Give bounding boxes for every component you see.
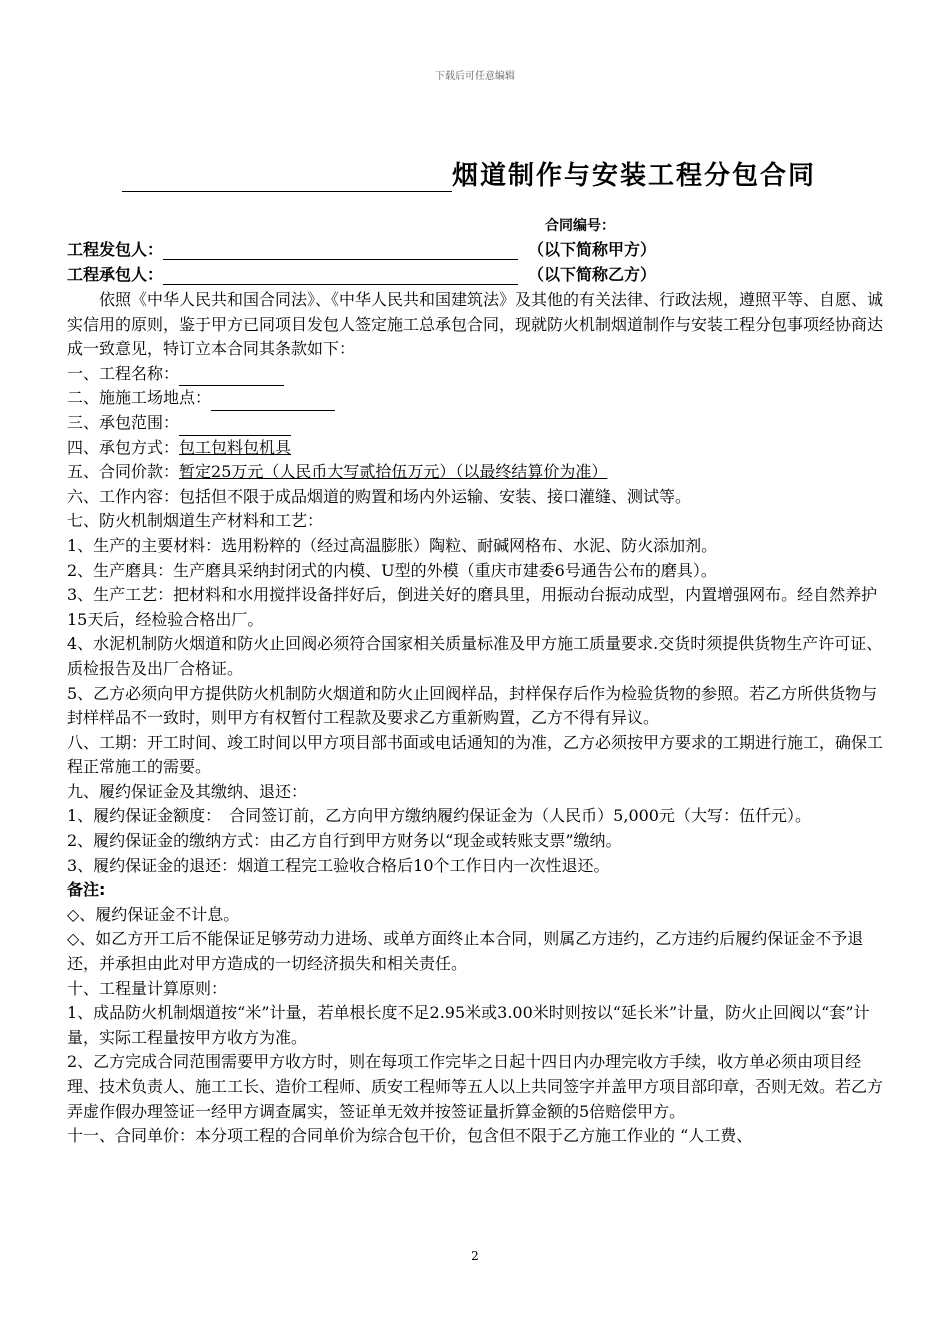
section-9-item-1: 1、履约保证金额度： 合同签订前，乙方向甲方缴纳履约保证金为（人民币）5,000元（大写：伍仟元）。 [67, 806, 811, 826]
section-7: 七、防火机制烟道生产材料和工艺： [67, 511, 324, 531]
section-9: 九、履约保证金及其缴纳、退还： [67, 781, 308, 801]
contract-number-label: 合同编号： [545, 218, 615, 234]
party-contractor-blank [163, 266, 518, 285]
section-2 [67, 386, 885, 411]
party-contractor-label: 工程承包人： [67, 265, 164, 284]
section-2-blank [211, 392, 335, 411]
party-employer-label: 工程发包人： [67, 240, 164, 259]
section-3 [67, 411, 885, 436]
section-8: 八、工期：开工时间、竣工时间以甲方项目部书面或电话通知的为准，乙方必须按甲方要求的工期进行施工，确保工程正常施工的需要。 [67, 732, 884, 777]
section-11: 十一、合同单价：本分项工程的合同单价为综合包干价，包含但不限于乙方施工作业的 “人工费、 [67, 1126, 753, 1146]
section-1-label: 一、工程名称： [67, 363, 180, 383]
section-4-value: 包工包料包机具 [179, 437, 292, 457]
page-number: 2 [471, 1249, 479, 1263]
contract-body [67, 288, 885, 1149]
section-7-item-5: 5、乙方必须向甲方提供防火机制防火烟道和防火止回阀样品，封样保存后作为检验货物的参照。若乙方所供货物与封样样品不一致时，则甲方有权暂付工程款及要求乙方重新购置，乙方不得有异议。 [67, 683, 878, 728]
section-2-label: 二、施施工场地点： [67, 388, 212, 408]
section-1 [67, 362, 885, 387]
section-5-label: 五、合同价款： [67, 462, 180, 482]
party-contractor-suffix: （以下简称乙方） [528, 265, 657, 284]
section-7-item-1: 1、生产的主要材料：选用粉粹的（经过高温膨胀）陶粒、耐碱网格布、水泥、防火添加剂。 [67, 535, 718, 555]
title-row [122, 158, 842, 192]
section-10-item-2: 2、乙方完成合同范围需要甲方收方时，则在每项工作完毕之日起十四日内办理完收方手续，收方单必须由项目经理、技术负责人、施工工长、造价工程师、质安工程师等五人以上共同签字并盖甲方项目部印章，否则无效。若乙方弄虚作假办理签证一经甲方调查属实，签证单无效并按签证量折算金额的5倍赔偿甲方。 [67, 1052, 884, 1121]
note-label: 备注: [67, 880, 106, 900]
section-7-item-3: 3、生产工艺：把材料和水用搅拌设备拌好后，倒进关好的磨具里，用振动台振动成型，内置增强网布。经自然养护15天后，经检验合格出厂。 [67, 585, 878, 629]
section-9-item-2: 2、履约保证金的缴纳方式：由乙方自行到甲方财务以“现金或转账支票”缴纳。 [67, 831, 622, 851]
section-5-value: 暂定25万元（人民币大写贰拾伍万元）（以最终结算价为准） [179, 462, 608, 482]
section-9-item-3: 3、履约保证金的退还：烟道工程完工验收合格后10个工作日内一次性退还。 [67, 855, 610, 875]
intro-paragraph: 依照《中华人民共和国合同法》、《中华人民共和国建筑法》及其他的有关法律、行政法规，遵照平等、自愿、诚实信用的原则，鉴于甲方已同项目发包人签定施工总承包合同，现就防火机制烟道制作与安装工程分包事项经协商达成一致意见，特订立本合同其条款如下： [67, 290, 884, 359]
section-1-blank [179, 367, 284, 386]
document-title: 烟道制作与安装工程分包合同 [452, 161, 817, 191]
note-item-2: ◇、如乙方开工后不能保证足够劳动力进场、或单方面终止本合同，则属乙方违约，乙方违约后履约保证金不予退还，并承担由此对甲方造成的一切经济损失和相关责任。 [67, 929, 864, 974]
section-10: 十、工程量计算原则： [67, 978, 228, 998]
section-7-item-2: 2、生产磨具：生产磨具采纳封闭式的内模、U型的外模（重庆市建委6号通告公布的磨具）。 [67, 560, 717, 580]
page-header: 下载后可任意编辑 [435, 71, 515, 82]
section-10-item-1: 1、成品防火机制烟道按“米”计量，若单根长度不足2.95米或3.00米时则按以“延长米”计量，防火止回阀以“套”计量，实际工程量按甲方收方为准。 [67, 1003, 870, 1047]
section-3-label: 三、承包范围： [67, 412, 180, 432]
section-4 [67, 436, 885, 461]
section-6: 六、工作内容：包括但不限于成品烟道的购置和场内外运输、安装、接口灌缝、测试等。 [67, 486, 692, 506]
title-blank [122, 161, 452, 192]
party-employer-suffix: （以下简称甲方） [528, 240, 657, 259]
section-7-item-4: 4、水泥机制防火烟道和防火止回阀必须符合国家相关质量标准及甲方施工质量要求.交货时须提供货物生产许可证、质检报告及出厂合格证。 [67, 634, 883, 678]
party-employer-blank [163, 241, 518, 260]
section-4-label: 四、承包方式： [67, 437, 180, 457]
party-contractor [67, 261, 887, 285]
section-3-blank [179, 417, 291, 436]
note-item-1: ◇、履约保证金不计息。 [67, 904, 240, 924]
section-5 [67, 460, 885, 485]
party-employer [67, 236, 887, 260]
